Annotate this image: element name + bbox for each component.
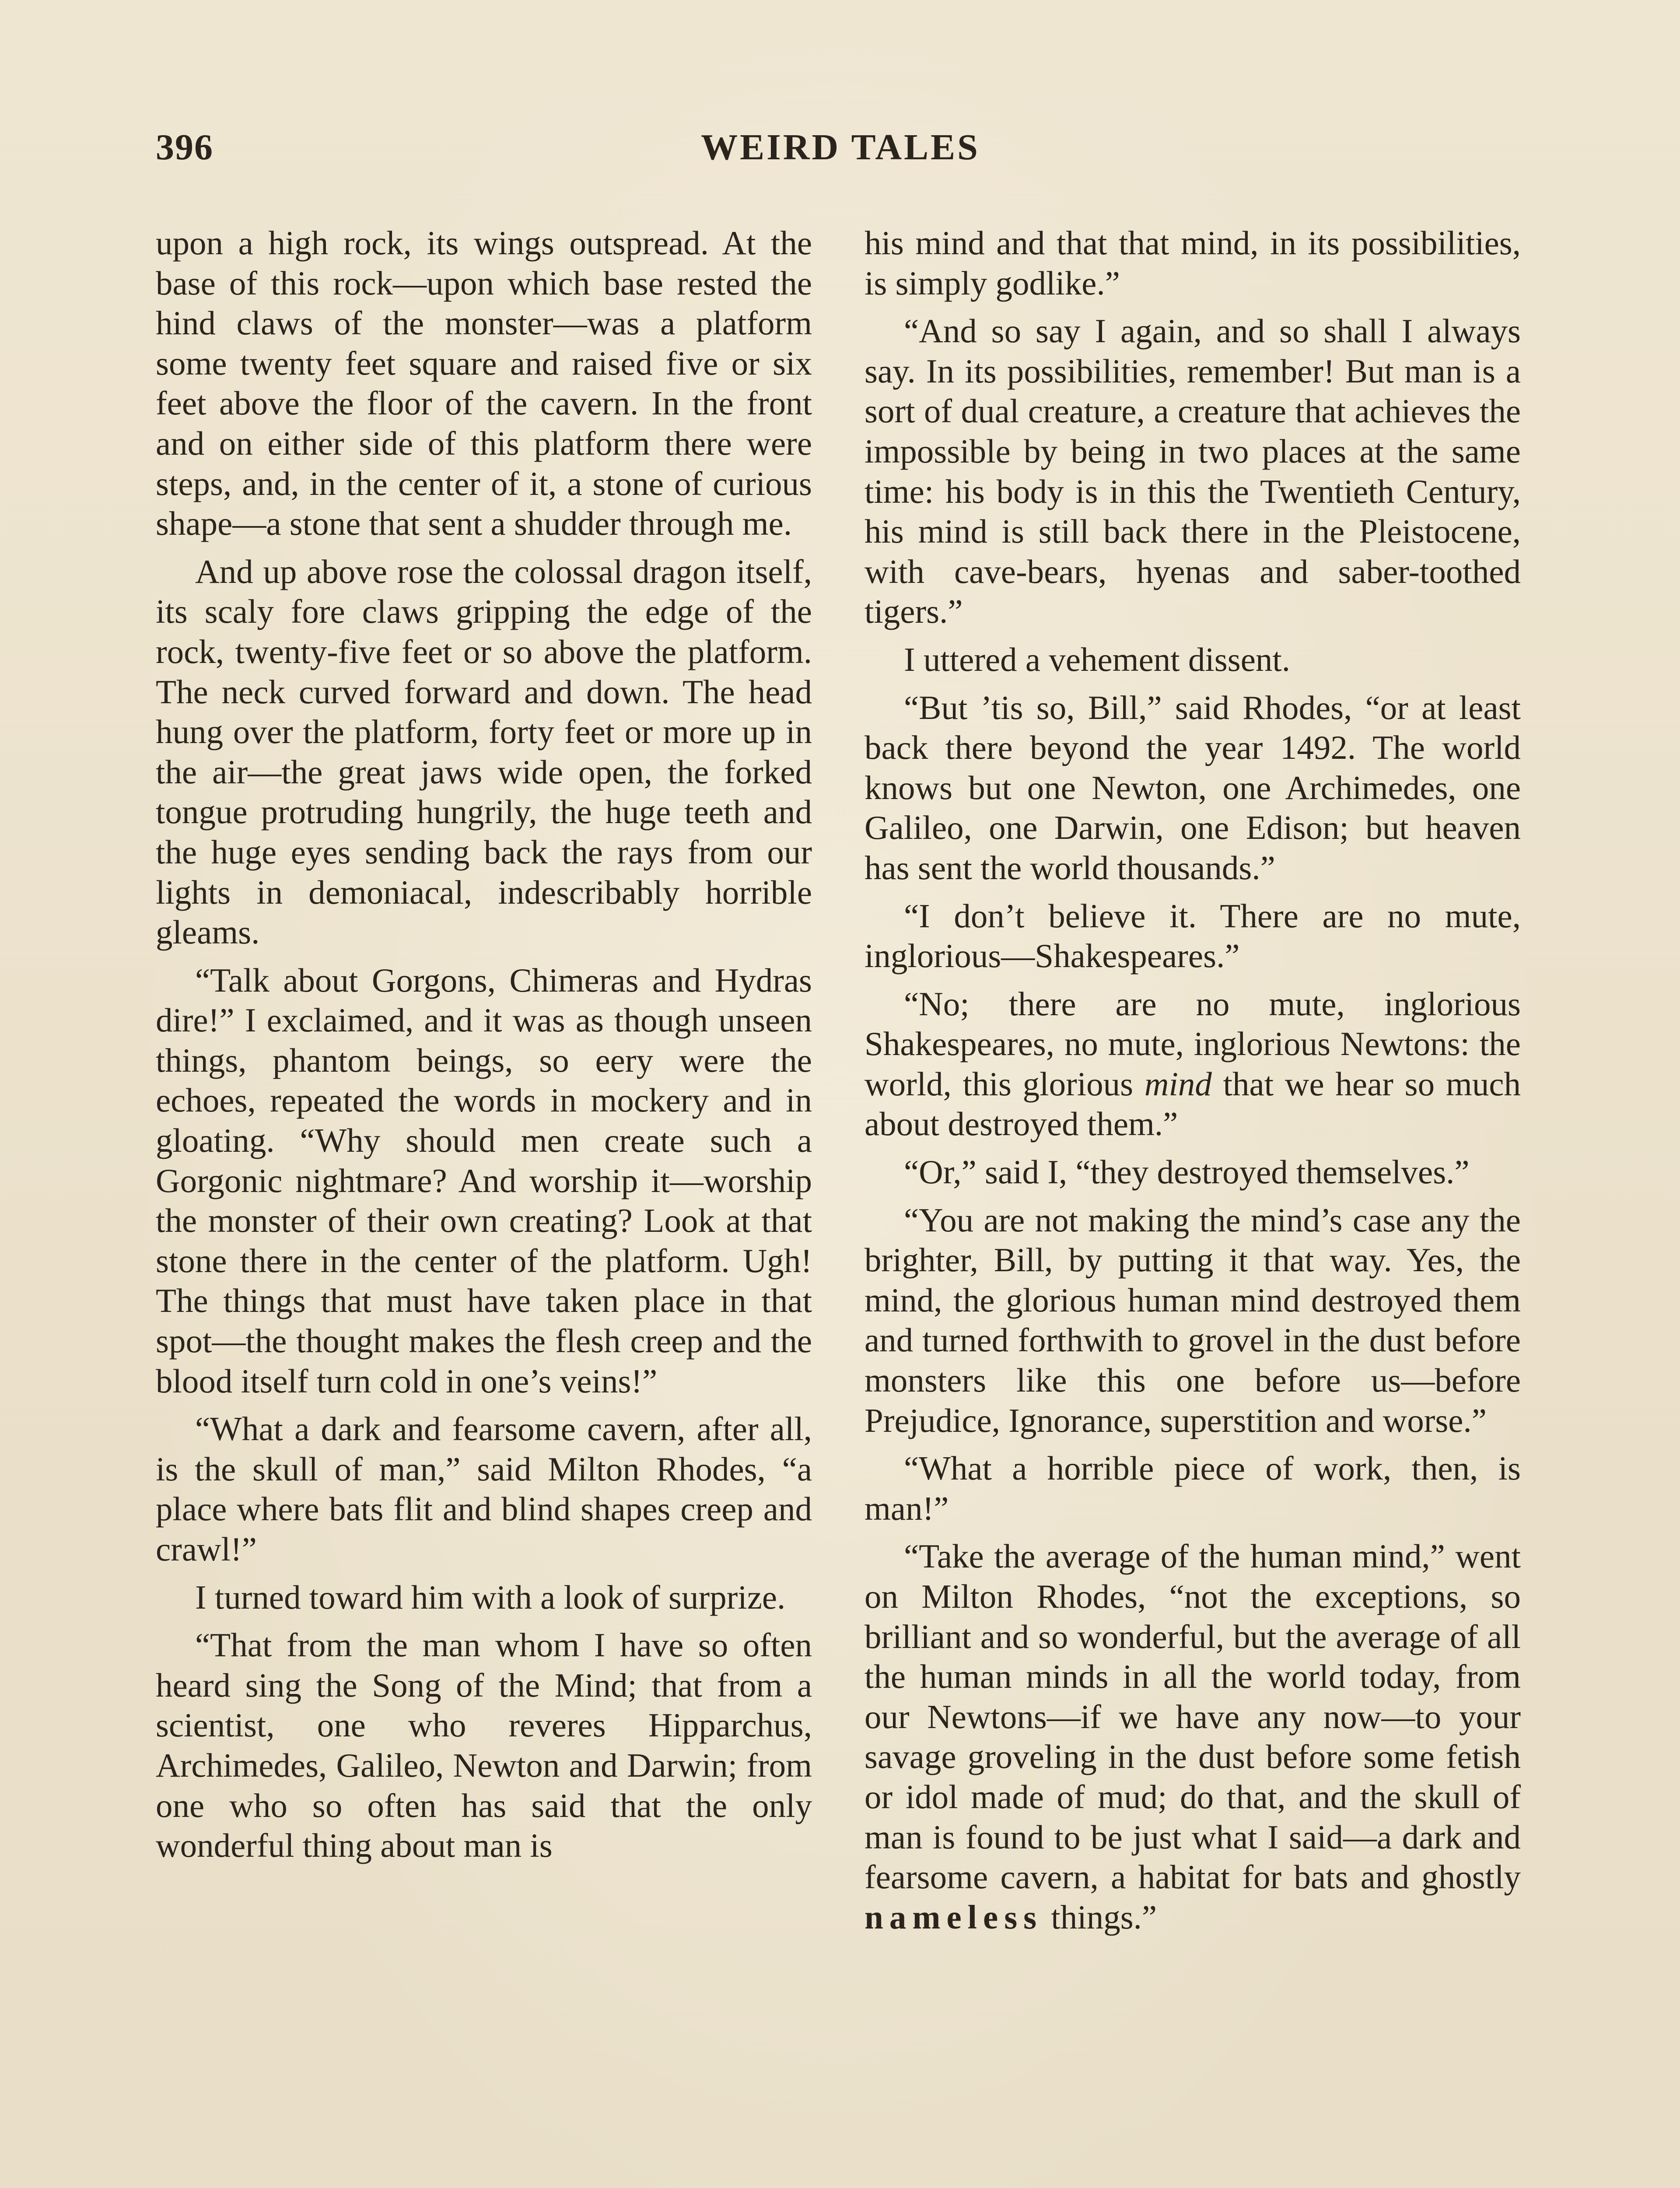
- paragraph: “I don’t believe it. There are no mute, inglorious—Shakespeares.”: [864, 897, 1521, 975]
- paragraph: “Or,” said I, “they destroyed themselves.”: [904, 1153, 1470, 1191]
- text-run: that we hear so much about destroyed them.”: [864, 1065, 1521, 1143]
- paragraph: I turned toward him with a look of surprize.: [195, 1578, 786, 1616]
- paragraph: “You are not making the mind’s case any the brighter, Bill, by putting it that way. Yes, the mind, the glorious human mind destroyed them and turned forthwith to grovel in the dust before monsters like this one before us—before Prejudice, Ignorance, superstition and worse.”: [864, 1201, 1521, 1439]
- letterspaced-word: nameless: [864, 1898, 1043, 1936]
- paragraph: “Talk about Gorgons, Chimeras and Hydras dire!” I exclaimed, and it was as though unseen things, phantom beings, so eery were the echoes, repeated the words in mockery and in gloating. “Why should men create such a Gorgonic nightmare? And worship it—worship the monster of their own creating? Look at that stone there in the center of the platform. Ugh! The things that must have taken place in that spot—the thought makes the flesh creep and the blood itself turn cold in one’s veins!”: [156, 961, 812, 1400]
- paragraph: his mind and that that mind, in its possibilities, is simply godlike.”: [864, 224, 1521, 302]
- emphasized-word: mind: [1144, 1065, 1212, 1103]
- paragraph: “And so say I again, and so shall I always say. In its possibilities, remember! But man is a sort of dual creature, a creature that achieves the impossible by being in two places at the same time: his body is in this the Twentieth Century, his mind is still back there in the Pleistocene, with cave-bears, hyenas and saber-toothed tigers.”: [864, 312, 1521, 631]
- left-column: [156, 223, 812, 2188]
- text-run: things.”: [1043, 1898, 1157, 1936]
- paragraph: “What a dark and fearsome cavern, after all, is the skull of man,” said Milton Rhodes, “a place where bats flit and blind shapes creep and crawl!”: [156, 1410, 812, 1568]
- paragraph: “But ’tis so, Bill,” said Rhodes, “or at least back there beyond the year 1492. The world knows but one Newton, one Archimedes, one Galileo, one Darwin, one Edison; but heaven has sent the world thousands.”: [864, 688, 1521, 887]
- paragraph: “What a horrible piece of work, then, is man!”: [864, 1449, 1521, 1527]
- paragraph: [864, 984, 1521, 1144]
- paragraph: upon a high rock, its wings outspread. At the base of this rock—upon which base rested the hind claws of the monster—was a platform some twenty feet square and raised five or six feet above the floor of the cavern. In the front and on either side of this platform there were steps, and, in the center of it, a stone of curious shape—a stone that sent a shudder through me.: [156, 224, 812, 543]
- paragraph: I uttered a vehement dissent.: [904, 640, 1291, 678]
- text-run: “No; there are no mute, inglorious Shakespeares, no mute, inglorious Newtons: the world, this glorious: [864, 985, 1521, 1103]
- running-title: WEIRD TALES: [701, 127, 980, 168]
- right-column: [864, 223, 1521, 2188]
- paragraph: [864, 1536, 1521, 1937]
- page-number: 396: [156, 127, 214, 168]
- paragraph: “That from the man whom I have so often heard sing the Song of the Mind; that from a scientist, one who reveres Hipparchus, Archimedes, Galileo, Newton and Darwin; from one who so often has said that the only wonderful thing about man is: [156, 1626, 812, 1865]
- page-header: [156, 123, 1525, 172]
- text-run: “Take the average of the human mind,” went on Milton Rhodes, “not the exceptions, so brilliant and so wonderful, but the average of all the human minds in all the world today, from our Newtons—if we have any now—to your savage groveling in the dust before some fetish or idol made of mud; do that, and the skull of man is found to be just what I said—a dark and fearsome cavern, a habitat for bats and ghostly: [864, 1537, 1521, 1896]
- paragraph: And up above rose the colossal dragon itself, its scaly fore claws gripping the edge of the rock, twenty-five feet or so above the platform. The neck curved forward and down. The head hung over the platform, forty feet or more up in the air—the great jaws wide open, the forked tongue protruding hungrily, the huge teeth and the huge eyes sending back the rays from our lights in demoniacal, indescribably horrible gleams.: [156, 552, 812, 951]
